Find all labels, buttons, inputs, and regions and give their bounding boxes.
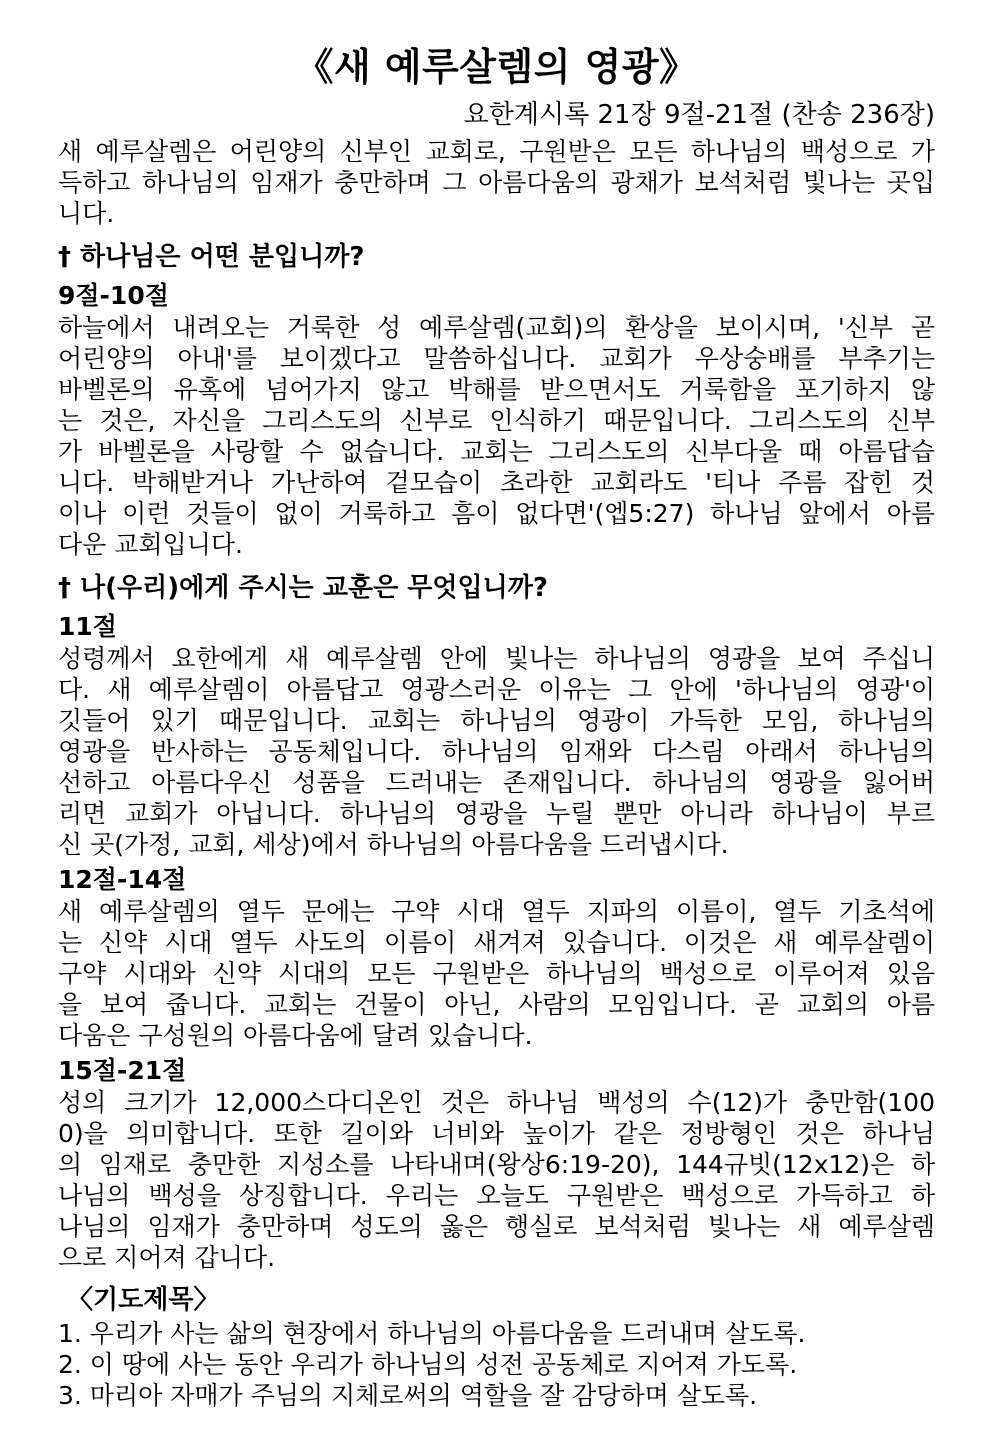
verse-label-15-21: 15절-21절 [58,1056,187,1085]
paragraph-line: 바벨론의 유혹에 넘어가지 않고 박해를 받으면서도 거룩함을 포기하지 않 [58,375,935,404]
paragraph-line: 영광을 반사하는 공동체입니다. 하나님의 임재와 다스림 아래서 하나님의 [58,737,935,766]
paragraph-line: 이나 이런 것들이 없이 거룩하고 흠이 없다면'(엡5:27) 하나님 앞에서 아름 [58,499,935,528]
paragraph-line: 으로 지어져 갑니다. [58,1243,276,1272]
document-title: 《새 예루살렘의 영광》 [295,45,698,89]
paragraph-verses-9-10 [58,312,935,560]
prayer-item: 3. 마리아 자매가 주님의 지체로써의 역할을 잘 감당하며 살도록. [58,1381,758,1410]
paragraph-line: 는 신약 시대 열두 사도의 이름이 새겨져 있습니다. 이것은 새 예루살렘이 [58,928,935,957]
scripture-reference: 요한계시록 21장 9절-21절 (찬송 236장) [463,100,935,130]
verse-label-9-10: 9절-10절 [58,281,169,310]
paragraph-line: 을 보여 줍니다. 교회는 건물이 아닌, 사람의 모임입니다. 곧 교회의 아름 [58,990,935,1019]
paragraph-line: 어린양의 아내'를 보이겠다고 말씀하십니다. 교회가 우상숭배를 부추기는 [58,344,935,373]
intro-paragraph [58,136,935,229]
paragraph-line: 다. 새 예루살렘이 아름답고 영광스러운 이유는 그 안에 '하나님의 영광'이 [58,675,935,704]
prayer-topics-heading: 〈기도제목〉 [67,1285,220,1315]
paragraph-line: 니다. [58,199,115,228]
paragraph-line: 성령께서 요한에게 새 예루살렘 안에 빛나는 하나님의 영광을 보여 주십니 [58,644,935,673]
verse-label-11: 11절 [58,612,117,641]
paragraph-verse-11 [58,643,935,860]
paragraph-line: 나님의 임재가 충만하며 성도의 옳은 행실로 보석처럼 빛나는 새 예루살렘 [58,1212,935,1241]
paragraph-line: 0)을 의미합니다. 또한 길이와 너비와 높이가 같은 정방형인 것은 하나님 [58,1119,935,1148]
paragraph-line: 하늘에서 내려오는 거룩한 성 예루살렘(교회)의 환상을 보이시며, '신부 곧 [58,313,935,342]
question-heading-lesson: † 나(우리)에게 주시는 교훈은 무엇입니까? [58,573,548,603]
paragraph-line: 새 예루살렘은 어린양의 신부인 교회로, 구원받은 모든 하나님의 백성으로 가 [58,137,935,166]
paragraph-line: 니다. 박해받거나 가난하여 겉모습이 초라한 교회라도 '티나 주름 잡힌 것 [58,468,935,497]
paragraph-line: 다움은 구성원의 아름다움에 달려 있습니다. [58,1021,533,1050]
paragraph-line: 가 바벨론을 사랑할 수 없습니다. 교회는 그리스도의 신부다울 때 아름답습 [58,437,935,466]
paragraph-line: 리면 교회가 아닙니다. 하나님의 영광을 누릴 뿐만 아니라 하나님이 부르 [58,799,935,828]
paragraph-line: 나님의 백성을 상징합니다. 우리는 오늘도 구원받은 백성으로 가득하고 하 [58,1181,935,1210]
prayer-item: 2. 이 땅에 사는 동안 우리가 하나님의 성전 공동체로 지어져 가도록. [58,1350,798,1379]
paragraph-verses-12-14 [58,896,935,1051]
paragraph-line: 새 예루살렘의 열두 문에는 구약 시대 열두 지파의 이름이, 열두 기초석에 [58,897,935,926]
paragraph-line: 득하고 하나님의 임재가 충만하며 그 아름다움의 광채가 보석처럼 빛나는 곳입 [58,168,935,197]
paragraph-line: 다운 교회입니다. [58,530,243,559]
paragraph-line: 선하고 아름다우신 성품을 드러내는 존재입니다. 하나님의 영광을 잃어버 [58,768,935,797]
paragraph-line: 는 것은, 자신을 그리스도의 신부로 인식하기 때문입니다. 그리스도의 신부 [58,406,935,435]
paragraph-line: 신 곳(가정, 교회, 세상)에서 하나님의 아름다움을 드러냅시다. [58,830,729,859]
question-heading-who-is-god: † 하나님은 어떤 분입니까? [58,242,365,272]
paragraph-verses-15-21 [58,1087,935,1273]
paragraph-line: 성의 크기가 12,000스다디온인 것은 하나님 백성의 수(12)가 충만함(100 [58,1088,935,1117]
paragraph-line: 깃들어 있기 때문입니다. 교회는 하나님의 영광이 가득한 모임, 하나님의 [58,706,935,735]
verse-label-12-14: 12절-14절 [58,865,187,894]
paragraph-line: 의 임재로 충만한 지성소를 나타내며(왕상6:19-20), 144규빗(12x12)은 하 [58,1150,935,1179]
paragraph-line: 구약 시대와 신약 시대의 모든 구원받은 하나님의 백성으로 이루어져 있음 [58,959,935,988]
prayer-topics-list [58,1318,935,1411]
prayer-item: 1. 우리가 사는 삶의 현장에서 하나님의 아름다움을 드러내며 살도록. [58,1319,806,1348]
